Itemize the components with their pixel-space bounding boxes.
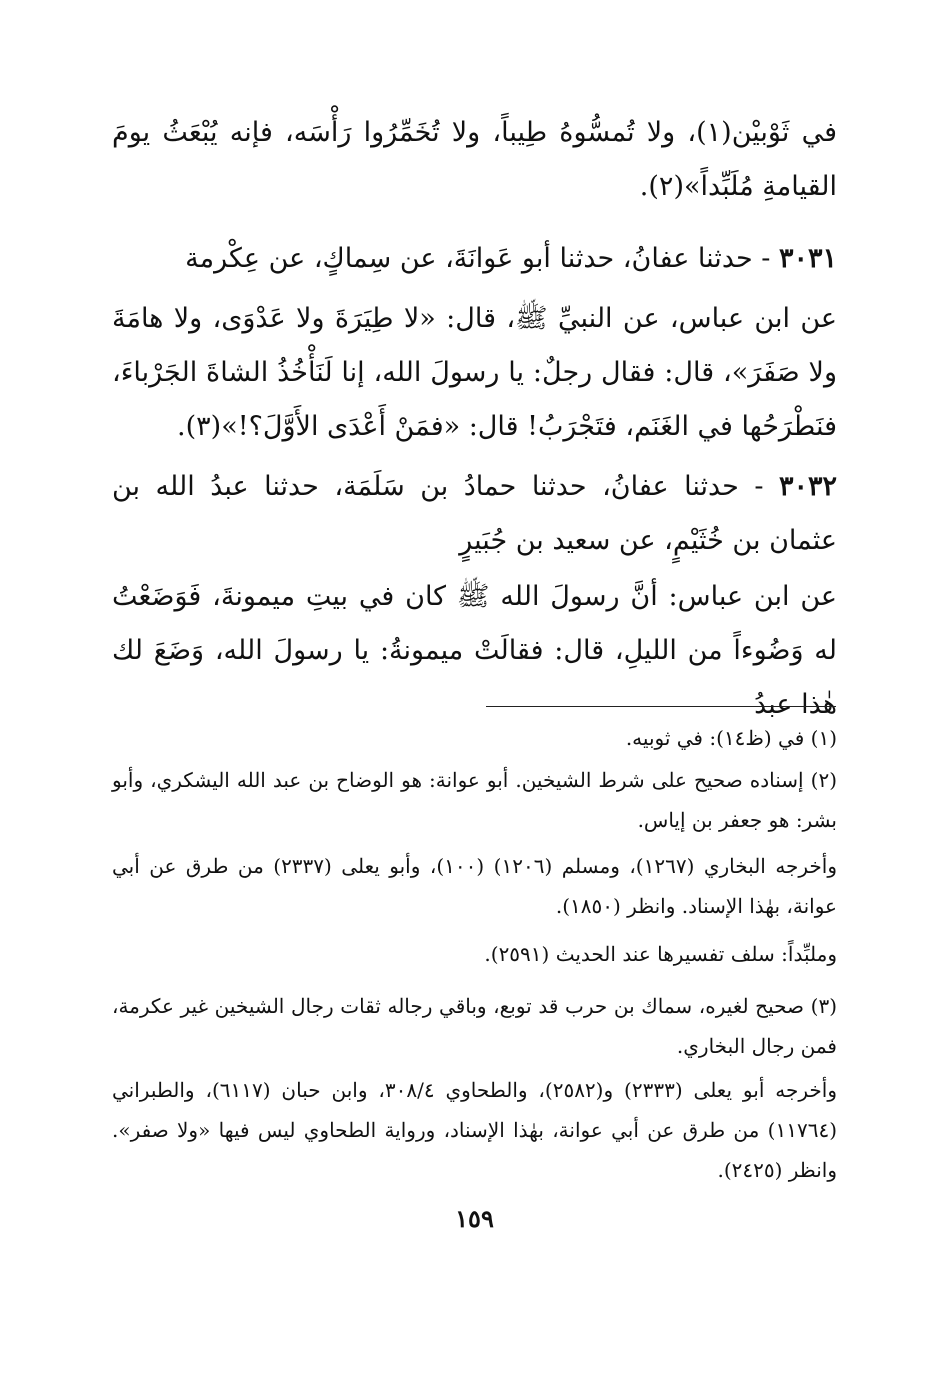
- footnote-text: (١) في (ظ١٤): في ثوبيه.: [625, 726, 837, 750]
- hadith-3031-matn: [112, 292, 837, 454]
- hadith-continuation: [112, 106, 837, 214]
- isnad-text: - حدثنا عفانُ، حدثنا أبو عَوانَةَ، عن سِماكٍ، عن عِكْرمة: [185, 243, 771, 274]
- hadith-number: ٣٠٣١: [778, 243, 837, 274]
- footnote-text: وملبِّداً: سلف تفسيرها عند الحديث (٢٥٩١).: [484, 942, 837, 966]
- page-number: ١٥٩: [455, 1204, 494, 1233]
- footnote-3-grading: [112, 986, 837, 1066]
- footnote-text: وأخرجه أبو يعلى (٢٣٣٣) و(٢٥٨٢)، والطحاوي ٣٠٨/٤، وابن حبان (٦١١٧)، والطبراني (١١٧٦٤) من طرق عن أبي عوانة، بهٰذا الإسناد، ورواية الطحاوي ليس فيها «ولا صفر». وانظر (٢٤٢٥).: [112, 1078, 837, 1182]
- footnote-3-takhrij: [112, 1070, 837, 1190]
- footnote-text: (٢) إسناده صحيح على شرط الشيخين. أبو عوانة: هو الوضاح بن عبد الله اليشكري، وأبو بشر: هو جعفر بن إياس.: [112, 768, 837, 832]
- footnote-2-takhrij: [112, 846, 837, 926]
- matn-text: عن ابن عباس: أنَّ رسولَ الله ﷺ كان في بيتِ ميمونةَ، فَوَضَعْتُ له وَضُوءاً من الليلِ، قال: فقالَتْ ميمونةُ: يا رسولَ الله، وَضَعَ لك هٰذا عبدُ: [112, 581, 837, 720]
- footnote-2-gloss: [112, 934, 837, 974]
- footnote-1: [112, 718, 837, 758]
- hadith-3032-isnad: [112, 460, 837, 568]
- hadith-3032-matn: [112, 570, 837, 732]
- hadith-number: ٣٠٣٢: [778, 471, 837, 502]
- footnote-text: (٣) صحيح لغيره، سماك بن حرب قد توبع، وباقي رجاله ثقات رجال الشيخين غير عكرمة، فمن رجال البخاري.: [112, 994, 837, 1058]
- isnad-text: - حدثنا عفانُ، حدثنا حمادُ بن سَلَمَة، حدثنا عبدُ الله بن عثمان بن خُثَيْمٍ، عن سعيد بن جُبَيرٍ: [112, 471, 837, 556]
- footnote-text: وأخرجه البخاري (١٢٦٧)، ومسلم (١٢٠٦) (١٠٠)، وأبو يعلى (٢٣٣٧) من طرق عن أبي عوانة، بهٰذا الإسناد. وانظر (١٨٥٠).: [112, 854, 838, 918]
- footnote-divider: [486, 706, 836, 707]
- footnote-2-isnad: [112, 760, 837, 840]
- matn-text: عن ابن عباس، عن النبيِّ ﷺ، قال: «لا طِيَرَةَ ولا عَدْوَى، ولا هامَةَ ولا صَفَرَ»، قال: فقال رجلٌ: يا رسولَ الله، إنا لَنَأْخُذُ الشاةَ الجَرْباءَ، فنَطْرَحُها في الغَنَم، فتَجْرَبُ! قال: «فمَنْ أَعْدَى الأَوَّلَ؟!»(٣).: [112, 303, 837, 442]
- continuation-text: في ثَوْبيْن(١)، ولا تُمسُّوهُ طِيباً، ولا تُخَمِّرُوا رَأْسَه، فإنه يُبْعَثُ يومَ القيامةِ مُلَبِّداً»(٢).: [112, 117, 837, 202]
- hadith-3031-isnad: [112, 232, 837, 286]
